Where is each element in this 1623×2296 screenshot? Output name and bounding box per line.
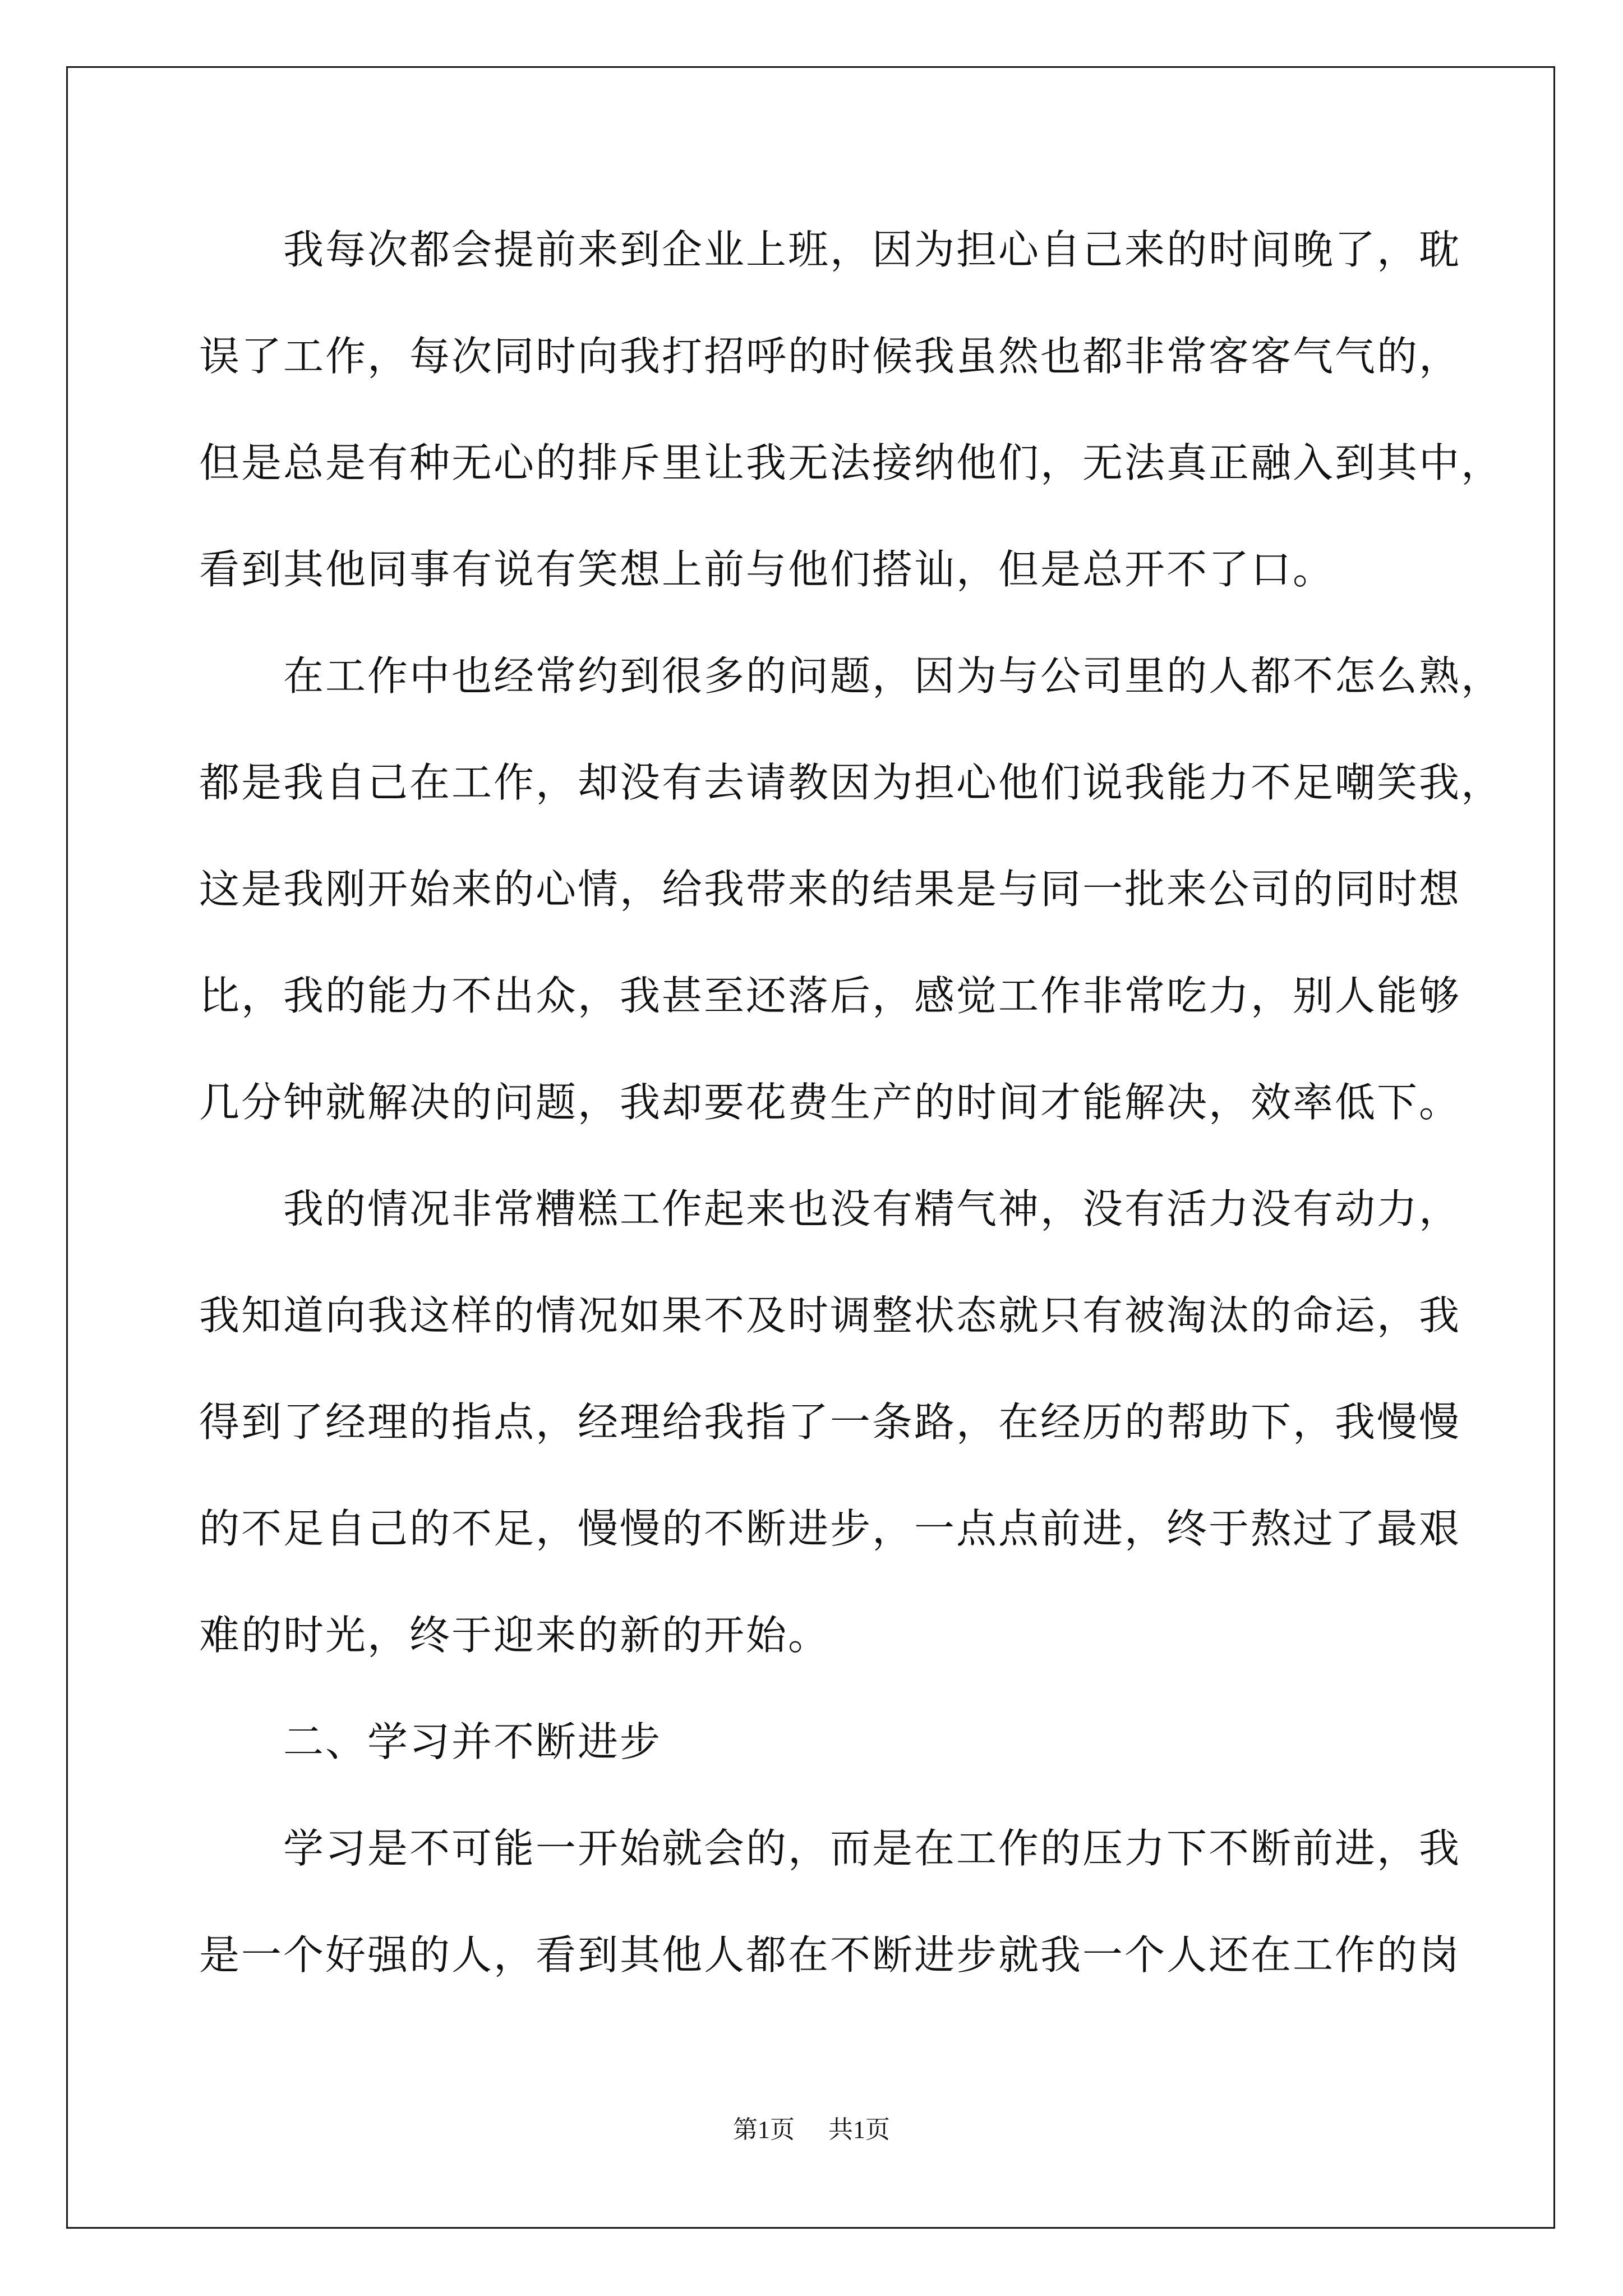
- page-total: 共1页: [828, 2116, 890, 2143]
- page-number: 第1页: [733, 2116, 795, 2143]
- paragraph-line: 我每次都会提前来到企业上班，因为担心自己来的时间晚了，耽: [283, 226, 1461, 273]
- paragraph-line: 在工作中也经常约到很多的问题，因为与公司里的人都不怎么熟，: [283, 652, 1504, 700]
- paragraph-line: 我的情况非常糟糕工作起来也没有精气神，没有活力没有动力，: [283, 1185, 1461, 1232]
- paragraph-line: 看到其他同事有说有笑想上前与他们搭讪，但是总开不了口。: [199, 546, 1335, 593]
- paragraph-line: 难的时光，终于迎来的新的开始。: [199, 1612, 831, 1659]
- paragraph-line: 比，我的能力不出众，我甚至还落后，感觉工作非常吃力，别人能够: [199, 972, 1461, 1019]
- paragraph-line: 但是总是有种无心的排斥里让我无法接纳他们，无法真正融入到其中，: [199, 439, 1504, 486]
- paragraph-line: 是一个好强的人，看到其他人都在不断进步就我一个人还在工作的岗: [199, 1931, 1461, 1978]
- paragraph-line: 都是我自己在工作，却没有去请教因为担心他们说我能力不足嘲笑我，: [199, 759, 1504, 806]
- paragraph-line: 的不足自己的不足，慢慢的不断进步，一点点前进，终于熬过了最艰: [199, 1505, 1461, 1552]
- page-footer: [0, 2109, 1623, 2145]
- section-heading: 二、学习并不断进步: [283, 1718, 662, 1765]
- paragraph-line: 得到了经理的指点，经理给我指了一条路，在经历的帮助下，我慢慢: [199, 1398, 1461, 1446]
- paragraph-line: 这是我刚开始来的心情，给我带来的结果是与同一批来公司的同时想: [199, 866, 1461, 913]
- paragraph-line: 我知道向我这样的情况如果不及时调整状态就只有被淘汰的命运，我: [199, 1292, 1461, 1339]
- paragraph-line: 几分钟就解决的问题，我却要花费生产的时间才能解决，效率低下。: [199, 1079, 1461, 1126]
- document-body: [199, 213, 1504, 2025]
- paragraph-line: 误了工作，每次同时向我打招呼的时候我虽然也都非常客客气气的，: [199, 333, 1461, 380]
- paragraph-line: 学习是不可能一开始就会的，而是在工作的压力下不断前进，我: [283, 1825, 1461, 1872]
